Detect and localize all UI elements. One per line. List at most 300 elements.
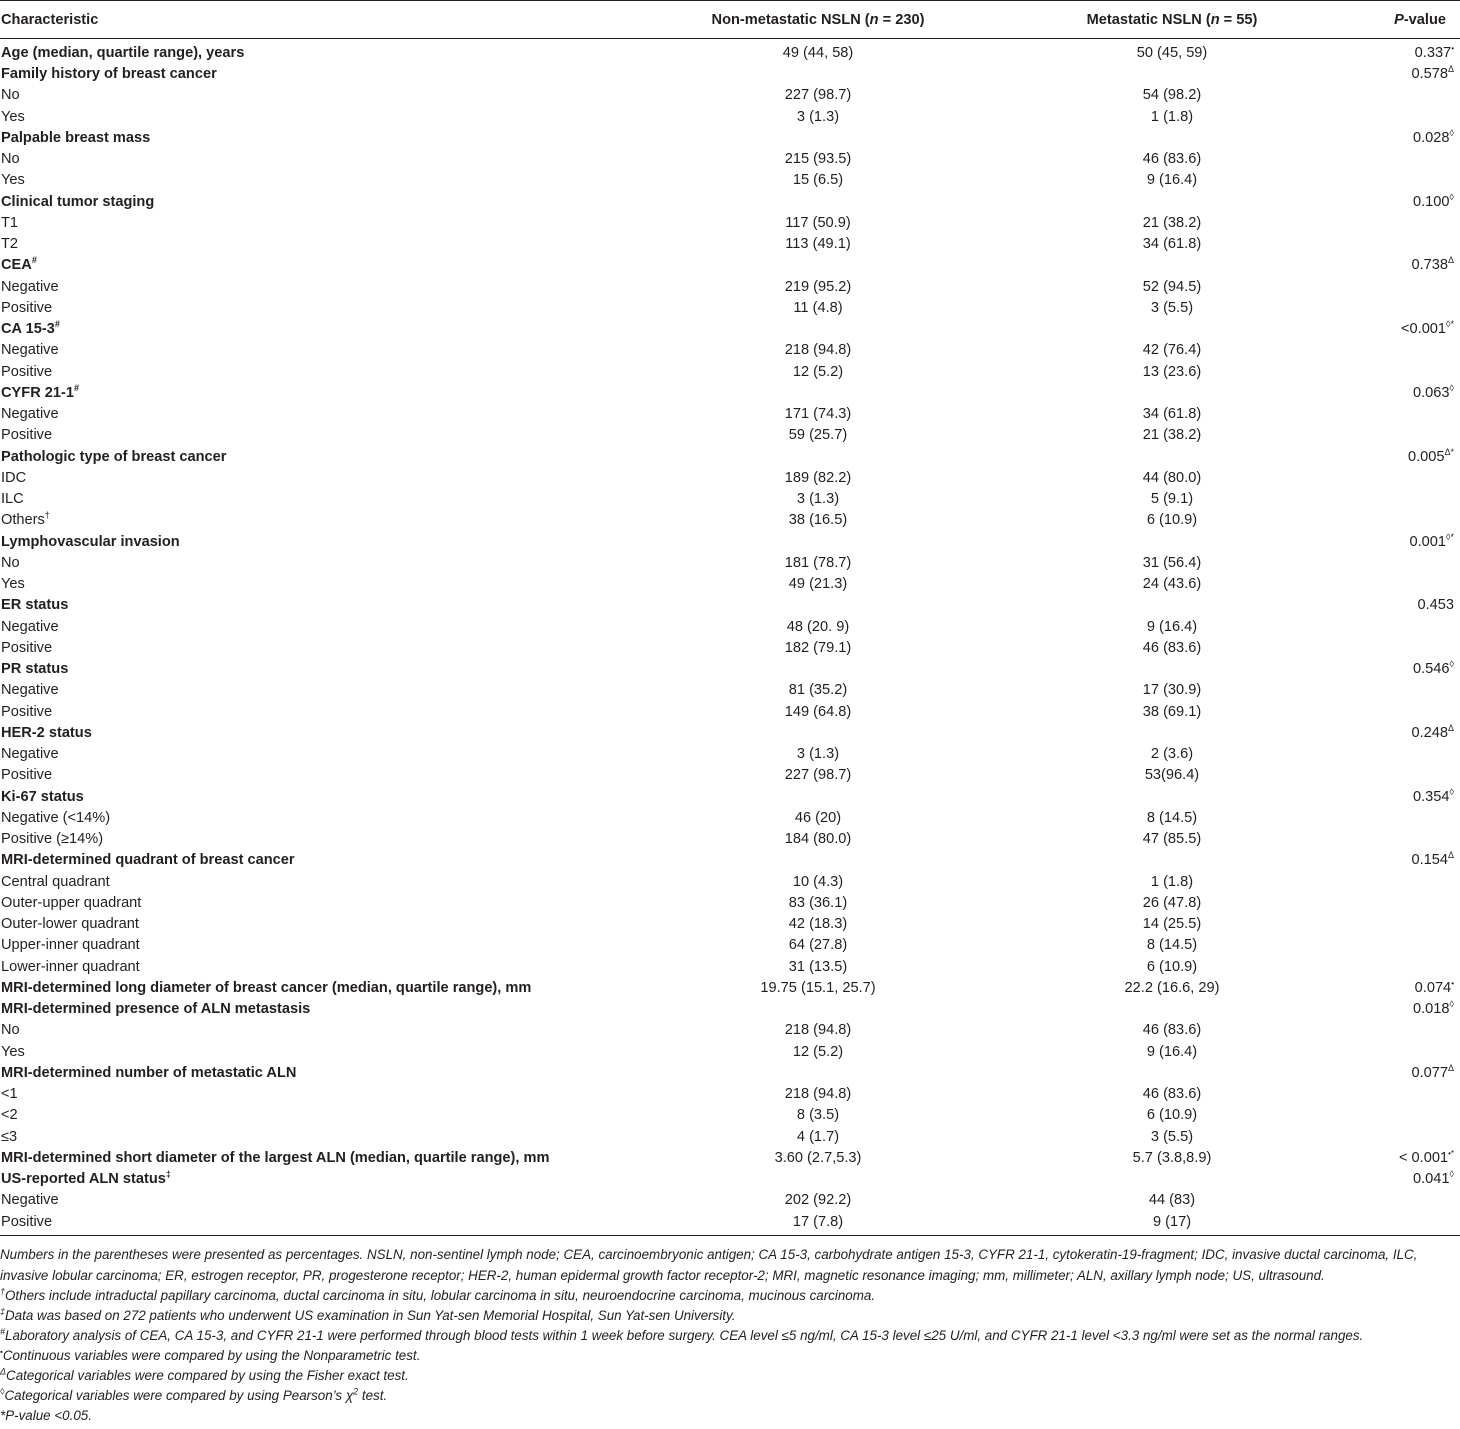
cell-non-metastatic [640, 64, 996, 85]
cell-characteristic: Negative [1, 278, 59, 295]
cell-non-metastatic: 59 (25.7) [788, 427, 848, 444]
cell-p-value [1348, 872, 1460, 893]
cell-non-metastatic: 64 (27.8) [788, 937, 848, 954]
cell-non-metastatic: 227 (98.7) [784, 767, 852, 784]
cell-metastatic: 47 (85.5) [1142, 831, 1202, 848]
table-row-heading [0, 532, 1460, 553]
cell-metastatic: 8 (14.5) [1146, 809, 1198, 826]
table-body [0, 39, 1460, 1236]
footnote-marker: # [54, 319, 60, 330]
cell-metastatic [996, 999, 1348, 1020]
table-row [0, 935, 1460, 956]
footnote-marker: • [1451, 979, 1454, 989]
cell-metastatic: 46 (83.6) [1142, 151, 1202, 168]
cell-metastatic: 24 (43.6) [1142, 576, 1202, 593]
cell-p-value [1348, 765, 1460, 786]
table-row [0, 872, 1460, 893]
cell-characteristic: Negative [1, 1192, 59, 1209]
cell-non-metastatic [640, 1063, 996, 1084]
cell-metastatic: 50 (45, 59) [1136, 45, 1208, 61]
table-row [0, 1190, 1460, 1211]
cell-non-metastatic: 81 (35.2) [788, 682, 848, 699]
cell-non-metastatic: 3 (1.3) [796, 491, 840, 508]
cell-non-metastatic: 149 (64.8) [784, 703, 852, 720]
cell-metastatic: 14 (25.5) [1142, 916, 1202, 933]
cell-p-value: $0.154^\Delta$ [1411, 850, 1454, 869]
cell-non-metastatic [640, 383, 996, 404]
cell-p-value [1348, 404, 1460, 425]
cell-non-metastatic: 202 (92.2) [784, 1192, 852, 1209]
cell-metastatic: 6 (10.9) [1146, 512, 1198, 529]
footnote-marker: Δ [1447, 255, 1454, 266]
table-row-heading [0, 999, 1460, 1020]
cell-p-value [1348, 362, 1460, 383]
cell-non-metastatic: 10 (4.3) [792, 873, 844, 890]
cell-p-value [1348, 1084, 1460, 1105]
table-row [0, 213, 1460, 234]
cell-p-value: 0.354◊ [1413, 786, 1454, 805]
cell-non-metastatic: 31 (13.5) [788, 958, 848, 975]
cell-non-metastatic: 184 (80.0) [784, 831, 852, 848]
cell-characteristic: Lymphovascular invasion [1, 533, 180, 550]
cell-characteristic: Ki-67 status [1, 788, 84, 805]
table-row [0, 1127, 1460, 1148]
cell-characteristic: MRI-determined short diameter of the largest ALN (median, quartile range), mm [1, 1149, 550, 1166]
cell-metastatic [996, 787, 1348, 808]
cell-p-value [1348, 702, 1460, 723]
cell-non-metastatic: 8 (3.5) [796, 1107, 840, 1124]
cell-metastatic [996, 64, 1348, 85]
cell-characteristic: ILC [1, 491, 24, 508]
table-row [0, 893, 1460, 914]
cell-p-value [1348, 829, 1460, 850]
table-row-heading [0, 1063, 1460, 1084]
table-row [0, 553, 1460, 574]
cell-characteristic: <1 [1, 1086, 18, 1103]
cell-metastatic: 2 (3.6) [1150, 746, 1194, 763]
cell-characteristic: T2 [1, 236, 19, 253]
cell-characteristic: MRI-determined long diameter of breast cancer (median, quartile range), mm [1, 979, 532, 996]
cell-p-value: 0.100◊ [1413, 191, 1454, 210]
cell-non-metastatic: 48 (20. 9) [786, 618, 850, 635]
cell-non-metastatic [640, 192, 996, 213]
table-row [0, 808, 1460, 829]
cell-non-metastatic: 49 (44, 58) [782, 45, 854, 61]
cell-characteristic: CEA# [1, 255, 37, 274]
table-row [0, 574, 1460, 595]
table-row-heading [0, 723, 1460, 744]
table-row [0, 617, 1460, 638]
footnote-marker: # [31, 255, 37, 266]
cell-metastatic: 46 (83.6) [1142, 1022, 1202, 1039]
cell-p-value [1348, 149, 1460, 170]
cell-characteristic: Negative (<14%) [1, 809, 111, 826]
table-row [0, 85, 1460, 106]
footnote-marker: ‡ [165, 1169, 171, 1180]
cell-non-metastatic [640, 595, 996, 616]
header-p-value: P-value [1394, 11, 1446, 28]
cell-metastatic: 9 (17) [1152, 1213, 1192, 1230]
footnote-marker: ◊ [1449, 383, 1454, 394]
cell-non-metastatic: 181 (78.7) [784, 554, 852, 571]
cell-metastatic: 21 (38.2) [1142, 214, 1202, 231]
cell-p-value [1348, 957, 1460, 978]
cell-non-metastatic: 11 (4.8) [793, 299, 843, 316]
table-row-heading [0, 128, 1460, 149]
cell-p-value [1348, 234, 1460, 255]
cell-characteristic: Palpable breast mass [1, 129, 151, 146]
cell-p-value [1348, 277, 1460, 298]
cell-characteristic: Yes [1, 576, 25, 593]
table-row-heading [0, 850, 1460, 871]
cell-p-value [1348, 553, 1460, 574]
cell-non-metastatic: 42 (18.3) [788, 916, 848, 933]
table-row-heading [0, 978, 1460, 999]
cell-characteristic: Central quadrant [1, 873, 110, 890]
cell-non-metastatic: 182 (79.1) [784, 639, 852, 656]
table-row-heading [0, 1148, 1460, 1169]
cell-p-value [1348, 808, 1460, 829]
footnote-marker: Δ [1447, 850, 1454, 861]
table-row-heading [0, 192, 1460, 213]
cell-characteristic: No [1, 554, 20, 571]
cell-p-value [1348, 1042, 1460, 1063]
cell-characteristic: ≤3 [1, 1128, 18, 1145]
cell-characteristic: IDC [1, 469, 27, 486]
footnote-marker: ◊ [1449, 999, 1454, 1010]
cell-metastatic: 42 (76.4) [1142, 342, 1202, 359]
cell-characteristic: Negative [1, 682, 59, 699]
cell-characteristic: Negative [1, 406, 59, 423]
footnote-marker: ◊ [1449, 659, 1454, 670]
cell-non-metastatic [640, 447, 996, 468]
cell-characteristic: Negative [1, 746, 59, 763]
cell-metastatic: 5 (9.1) [1150, 491, 1194, 508]
cell-characteristic: Positive (≥14%) [1, 831, 104, 848]
cell-metastatic: 3 (5.5) [1150, 299, 1194, 316]
cell-p-value: $0.005^{\Delta*}$ [1407, 446, 1454, 465]
header-characteristic: Characteristic [1, 11, 99, 28]
cell-p-value [1348, 340, 1460, 361]
table-row [0, 1105, 1460, 1126]
cell-characteristic: Clinical tumor staging [1, 193, 155, 210]
cell-non-metastatic: 3 (1.3) [796, 108, 840, 125]
cell-characteristic: Yes [1, 1043, 25, 1060]
cell-non-metastatic: 189 (82.2) [784, 469, 852, 486]
footnote-marker: ◊* [1446, 531, 1454, 542]
footnote-abbreviations: Numbers in the parentheses were presented as percentages. NSLN, non-sentinel lymph node; CEA, carcinoembryonic antigen; CA 15-3, carbohydrate antigen 15-3, CYFR 21-1, cytokeratin-19-fragment; IDC, invasive ductal carcinoma, ILC, invasive lobular carcinoma; ER, estrogen receptor, PR, progesterone receptor; HER-2, human epidermal growth factor receptor-2; MRI, magnetic resonance imaging; mm, millimeter; ALN, axillary lymph node; US, ultrasound. [0, 1247, 1418, 1283]
cell-non-metastatic [640, 723, 996, 744]
table-row [0, 744, 1460, 765]
cell-metastatic [996, 128, 1348, 149]
header-non-metastatic: Non-metastatic NSLN (n = 230) [711, 11, 925, 28]
cell-metastatic: 9 (16.4) [1146, 1043, 1198, 1060]
cell-metastatic: 53(96.4) [1144, 767, 1200, 784]
cell-metastatic [996, 255, 1348, 276]
footnote-delta: $^\Delta$Categorical variables were compared by using the Fisher exact test. [0, 1366, 409, 1383]
cell-non-metastatic [640, 1169, 996, 1190]
cell-p-value [1348, 510, 1460, 531]
table-row-heading [0, 787, 1460, 808]
cell-characteristic: No [1, 151, 20, 168]
cell-metastatic: 44 (83) [1148, 1192, 1196, 1209]
table-row [0, 425, 1460, 446]
cell-metastatic: 34 (61.8) [1142, 406, 1202, 423]
table-row [0, 1212, 1460, 1236]
cell-non-metastatic: 3 (1.3) [796, 746, 840, 763]
table-row [0, 298, 1460, 319]
cell-non-metastatic: 215 (93.5) [784, 151, 852, 168]
cell-non-metastatic: 15 (6.5) [792, 172, 844, 189]
cell-characteristic: Outer-upper quadrant [1, 894, 142, 911]
cell-characteristic: Positive [1, 299, 53, 316]
cell-p-value: $0.738^\Delta$ [1411, 255, 1454, 274]
cell-p-value: 0.546◊ [1413, 659, 1454, 678]
cell-metastatic: 21 (38.2) [1142, 427, 1202, 444]
cell-metastatic: 3 (5.5) [1150, 1128, 1194, 1145]
footnote-marker: Δ [1447, 64, 1454, 75]
table-row-heading [0, 383, 1460, 404]
footnote-marker: •* [1448, 1149, 1454, 1159]
cell-metastatic: 9 (16.4) [1146, 172, 1198, 189]
table-row [0, 1020, 1460, 1041]
cell-metastatic: 34 (61.8) [1142, 236, 1202, 253]
cell-characteristic: ER status [1, 597, 69, 614]
footnote-marker: ◊ [1449, 1169, 1454, 1180]
cell-p-value [1348, 1190, 1460, 1211]
cell-characteristic: No [1, 1022, 20, 1039]
header-row [0, 1, 1460, 39]
table-row-heading [0, 1169, 1460, 1190]
cell-characteristic: CYFR 21-1# [1, 383, 80, 401]
cell-non-metastatic [640, 319, 996, 340]
cell-characteristic: MRI-determined quadrant of breast cancer [1, 852, 295, 869]
cell-p-value [1348, 170, 1460, 191]
cell-characteristic: Yes [1, 172, 25, 189]
cell-p-value [1348, 1020, 1460, 1041]
cell-metastatic [996, 383, 1348, 404]
table-row [0, 468, 1460, 489]
cell-p-value: <0.001◊* [1401, 319, 1454, 338]
table-row [0, 404, 1460, 425]
cell-metastatic: 1 (1.8) [1150, 873, 1194, 890]
cell-p-value: 0.337• [1414, 44, 1454, 61]
cell-non-metastatic [640, 532, 996, 553]
cell-metastatic: 31 (56.4) [1142, 554, 1202, 571]
cell-metastatic: 54 (98.2) [1142, 87, 1202, 104]
cell-p-value: $0.077^\Delta$ [1411, 1063, 1454, 1081]
table-footnotes [0, 1245, 1456, 1426]
cell-metastatic: 6 (10.9) [1146, 1107, 1198, 1124]
cell-p-value [1348, 85, 1460, 106]
cell-p-value: 0.041◊ [1413, 1169, 1454, 1188]
cell-non-metastatic: 49 (21.3) [788, 576, 848, 593]
cell-p-value [1348, 425, 1460, 446]
cell-metastatic: 26 (47.8) [1142, 894, 1202, 911]
table-row [0, 1042, 1460, 1063]
table-row-heading [0, 255, 1460, 276]
cell-non-metastatic: 38 (16.5) [788, 512, 848, 529]
footnote-marker: Δ* [1444, 446, 1454, 457]
cell-p-value [1348, 1105, 1460, 1126]
cell-p-value [1348, 893, 1460, 914]
cell-p-value [1348, 617, 1460, 638]
cell-characteristic: Positive [1, 427, 53, 444]
table-row [0, 340, 1460, 361]
cell-characteristic: Pathologic type of breast cancer [1, 448, 227, 465]
cell-p-value [1348, 298, 1460, 319]
cell-non-metastatic: 218 (94.8) [784, 1022, 852, 1039]
cell-non-metastatic: 219 (95.2) [784, 278, 852, 295]
cell-metastatic: 5.7 (3.8,8.9) [1132, 1149, 1212, 1166]
table-row [0, 765, 1460, 786]
cell-p-value [1348, 680, 1460, 701]
cell-metastatic [996, 595, 1348, 616]
cell-characteristic: Family history of breast cancer [1, 66, 217, 83]
cell-characteristic: <2 [1, 1107, 18, 1124]
cell-non-metastatic [640, 128, 996, 149]
cell-p-value [1348, 489, 1460, 510]
table-row [0, 914, 1460, 935]
cell-metastatic: 22.2 (16.6, 29) [1124, 979, 1220, 996]
table-row-heading [0, 39, 1460, 65]
footnote-dagger: †Others include intraductal papillary carcinoma, ductal carcinoma in situ, lobular carcinoma in situ, neuroendocrine carcinoma, mucinous carcinoma. [0, 1286, 876, 1303]
table-row [0, 149, 1460, 170]
footnote-marker: Δ [1447, 723, 1454, 734]
table-row [0, 170, 1460, 191]
cell-p-value: 0.001◊* [1409, 531, 1454, 550]
cell-characteristic: Positive [1, 363, 53, 380]
cell-non-metastatic: 19.75 (15.1, 25.7) [760, 979, 876, 996]
table-row [0, 1084, 1460, 1105]
cell-characteristic: T1 [1, 214, 19, 231]
cell-non-metastatic [640, 659, 996, 680]
cell-characteristic: Negative [1, 618, 59, 635]
cell-non-metastatic [640, 850, 996, 871]
cell-non-metastatic: 3.60 (2.7,5.3) [774, 1149, 862, 1166]
table-row-heading [0, 595, 1460, 616]
table-row [0, 829, 1460, 850]
footnote-bullet: •Continuous variables were compared by using the Nonparametric test. [0, 1347, 421, 1363]
cell-characteristic: PR status [1, 661, 69, 678]
cell-p-value [1348, 1127, 1460, 1148]
cell-characteristic: Positive [1, 1213, 53, 1230]
cell-p-value [1348, 914, 1460, 935]
cell-characteristic: Lower-inner quadrant [1, 958, 140, 975]
cell-non-metastatic: 171 (74.3) [784, 406, 852, 423]
cell-characteristic: HER-2 status [1, 724, 92, 741]
cell-non-metastatic: 83 (36.1) [788, 894, 848, 911]
footnote-marker: • [1451, 44, 1454, 54]
table-row [0, 510, 1460, 531]
cell-metastatic [996, 1169, 1348, 1190]
cell-non-metastatic: 46 (20) [794, 809, 842, 826]
cell-metastatic [996, 723, 1348, 744]
footnote-marker: ◊ [1449, 191, 1454, 202]
cell-non-metastatic [640, 999, 996, 1020]
cell-metastatic [996, 850, 1348, 871]
cell-non-metastatic: 113 (49.1) [785, 236, 851, 253]
table-row [0, 638, 1460, 659]
table-row [0, 277, 1460, 298]
cell-non-metastatic: 227 (98.7) [784, 87, 852, 104]
table-row-heading [0, 447, 1460, 468]
footnote-marker: † [44, 510, 50, 521]
cell-p-value: $0.248^\Delta$ [1411, 723, 1454, 741]
cell-metastatic: 46 (83.6) [1142, 639, 1202, 656]
cell-metastatic: 38 (69.1) [1142, 703, 1202, 720]
footnote-star: *P-value <0.05. [0, 1408, 92, 1423]
cell-characteristic: Positive [1, 639, 53, 656]
cell-characteristic: CA 15-3# [1, 319, 60, 338]
cell-characteristic: Others† [1, 510, 50, 529]
cell-p-value [1348, 638, 1460, 659]
cell-non-metastatic [640, 787, 996, 808]
cell-metastatic: 44 (80.0) [1142, 469, 1202, 486]
cell-p-value: 0.018◊ [1413, 999, 1454, 1018]
table-row-heading [0, 64, 1460, 85]
cell-metastatic: 52 (94.5) [1142, 278, 1202, 295]
footnote-double-dagger: ‡Data was based on 272 patients who underwent US examination in Sun Yat-sen Memorial Hospital, Sun Yat-sen University. [0, 1306, 736, 1323]
table-row [0, 680, 1460, 701]
cell-non-metastatic: 4 (1.7) [796, 1128, 840, 1145]
cell-characteristic: Outer-lower quadrant [1, 916, 139, 933]
cell-metastatic [996, 319, 1348, 340]
table-row-heading [0, 319, 1460, 340]
table-row [0, 107, 1460, 128]
cell-metastatic: 8 (14.5) [1146, 937, 1198, 954]
cell-metastatic [996, 447, 1348, 468]
table-header [0, 1, 1460, 39]
cell-non-metastatic: 12 (5.2) [792, 1043, 844, 1060]
cell-characteristic: Positive [1, 703, 53, 720]
cell-characteristic: MRI-determined presence of ALN metastasis [1, 1001, 311, 1018]
footnote-marker: # [74, 383, 80, 394]
cell-characteristic: Age (median, quartile range), years [1, 45, 245, 61]
cell-characteristic: Upper-inner quadrant [1, 937, 140, 954]
cell-p-value [1348, 107, 1460, 128]
header-metastatic: Metastatic NSLN (n = 55) [1086, 11, 1258, 28]
footnote-hash: #Laboratory analysis of CEA, CA 15-3, and CYFR 21-1 were performed through blood tests within 1 week before surgery. CEA level ≤5 ng/ml, CA 15-3 level ≤25 U/ml, and CYFR 21-1 level <3.3 ng/ml were set as the normal ranges. [0, 1326, 1364, 1343]
cell-characteristic: MRI-determined number of metastatic ALN [1, 1064, 297, 1081]
cell-p-value [1348, 468, 1460, 489]
footnote-marker: ◊ [1449, 128, 1454, 139]
cell-p-value: < 0.001•* [1398, 1149, 1454, 1166]
cell-p-value: $0.578^\Delta$ [1411, 64, 1454, 83]
cell-p-value [1348, 213, 1460, 234]
cell-metastatic: 13 (23.6) [1142, 363, 1202, 380]
cell-characteristic: No [1, 87, 20, 104]
cell-metastatic [996, 192, 1348, 213]
cell-metastatic [996, 659, 1348, 680]
cell-non-metastatic: 218 (94.8) [784, 342, 852, 359]
table-row [0, 702, 1460, 723]
cell-metastatic: 17 (30.9) [1142, 682, 1202, 699]
cell-metastatic [996, 532, 1348, 553]
cell-p-value [1348, 1212, 1460, 1236]
footnote-marker: ◊* [1446, 319, 1454, 330]
table-row-heading [0, 659, 1460, 680]
table-row [0, 489, 1460, 510]
cell-characteristic: Yes [1, 108, 25, 125]
cell-metastatic: 9 (16.4) [1146, 618, 1198, 635]
cell-non-metastatic: 17 (7.8) [792, 1213, 844, 1230]
cell-metastatic [996, 1063, 1348, 1084]
cell-p-value: 0.028◊ [1413, 128, 1454, 146]
cell-metastatic: 6 (10.9) [1146, 958, 1198, 975]
cell-characteristic: Positive [1, 767, 53, 784]
cell-p-value [1348, 574, 1460, 595]
